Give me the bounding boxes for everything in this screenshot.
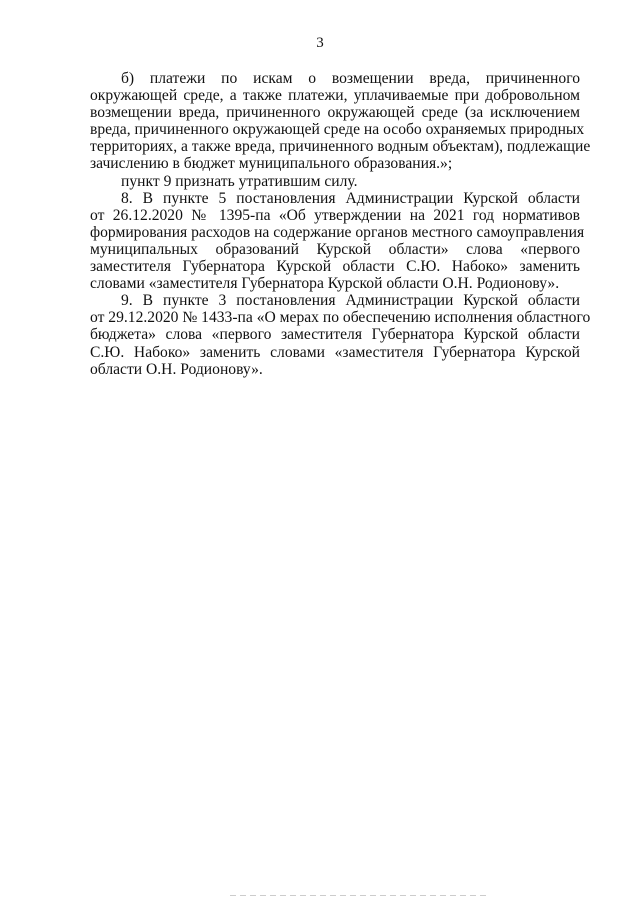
text-line: формирования расходов на содержание органов местного самоуправления (90, 223, 585, 241)
page-number: 3 (316, 35, 324, 51)
text-line: окружающей среде, а также платежи, уплачиваемые при добровольном (90, 87, 580, 105)
text-line: бюджета» слова «первого заместителя Губернатора Курской области (90, 326, 580, 344)
text-line: зачислению в бюджет муниципального образования.»; (90, 155, 453, 173)
text-line: муниципальных образований Курской области» слова «первого (90, 240, 580, 258)
paragraph-8 (90, 189, 585, 293)
text-line: от 26.12.2020 № 1395-па «Об утверждении на 2021 год нормативов (90, 206, 580, 224)
text-line: вреда, причиненного окружающей среде на особо охраняемых природных (90, 121, 585, 139)
text-line: от 29.12.2020 № 1433-па «О мерах по обеспечению исполнения областного (90, 309, 591, 327)
scan-artifact-line (230, 895, 490, 896)
text-line: возмещении вреда, причиненного окружающей среде (за исключением (90, 104, 580, 122)
text-line: заместителя Губернатора Курской области С.Ю. Набоко» заменить (90, 258, 580, 276)
text-line: пункт 9 признать утратившим силу. (121, 172, 358, 190)
paragraph-b-payments (90, 70, 591, 173)
text-line: области О.Н. Родионову». (90, 360, 263, 378)
text-line: С.Ю. Набоко» заменить словами «заместителя Губернатора Курской (90, 343, 580, 361)
text-line: б) платежи по искам о возмещении вреда, причиненного (121, 70, 580, 87)
text-line: словами «заместителя Губернатора Курской области О.Н. Родионову». (90, 275, 560, 293)
text-line: 8. В пункте 5 постановления Администрации Курской области (121, 189, 580, 207)
paragraph-9 (90, 292, 591, 378)
text-line: 9. В пункте 3 постановления Администрации Курской области (121, 292, 580, 310)
text-line: территориях, а также вреда, причиненного водным объектам), подлежащие (90, 138, 591, 156)
paragraph-item-9-void (90, 173, 580, 190)
document-body (90, 70, 591, 378)
